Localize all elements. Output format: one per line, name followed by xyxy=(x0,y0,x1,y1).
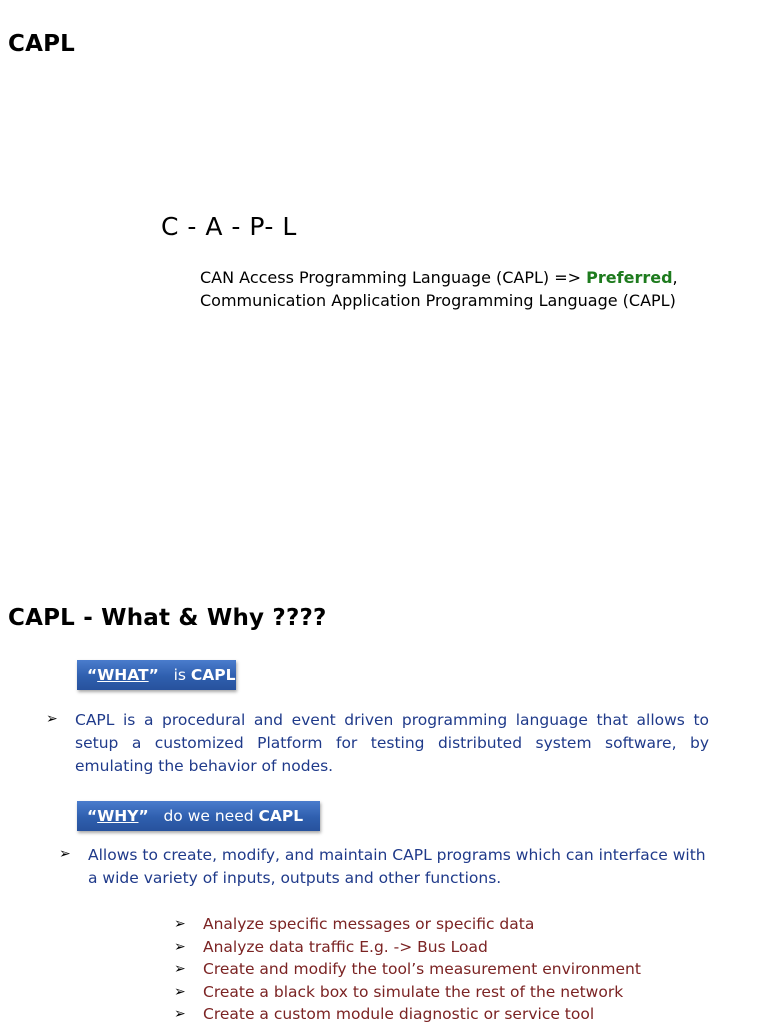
slide-title-what-why: CAPL - What & Why ???? xyxy=(8,605,327,631)
expansion-line-1 xyxy=(200,266,678,289)
acronym-heading: C - A - P- L xyxy=(161,212,297,241)
expansion-line-1-prefix: CAN Access Programming Language (CAPL) => xyxy=(200,268,582,287)
preferred-label: Preferred xyxy=(586,268,673,287)
what-paragraph: CAPL is a procedural and event driven programming language that allows to setup a customized Platform for testing distributed system software, by emulating the behavior of nodes. xyxy=(75,711,709,775)
what-box-label xyxy=(77,660,236,690)
why-middle-text: do we need xyxy=(163,807,254,825)
why-box-label xyxy=(77,801,320,831)
list-item: ➢ Create a black box to simulate the rest of the network xyxy=(174,981,641,1004)
what-middle-text: is xyxy=(173,666,186,684)
list-item: ➢ Create and modify the tool’s measurement environment xyxy=(174,958,641,981)
what-keyword: “WHAT” xyxy=(87,666,159,684)
slide-title-capl: CAPL xyxy=(8,31,75,57)
list-item: ➢ Analyze specific messages or specific data xyxy=(174,913,641,936)
why-subject: CAPL xyxy=(258,807,304,825)
capability-list xyxy=(174,913,641,1026)
bullet-arrow-icon: ➢ xyxy=(174,983,186,1000)
bullet-arrow-icon: ➢ xyxy=(46,711,58,727)
why-paragraph: Allows to create, modify, and maintain CAPL programs which can interface with a wide variety of inputs, outputs and other functions. xyxy=(88,846,706,887)
why-keyword: “WHY” xyxy=(87,807,149,825)
what-subject: CAPL xyxy=(190,666,236,684)
list-item: ➢ Analyze data traffic E.g. -> Bus Load xyxy=(174,936,641,959)
bullet-arrow-icon: ➢ xyxy=(59,846,71,862)
acronym-expansion xyxy=(200,266,678,312)
expansion-line-2: Communication Application Programming Language (CAPL) xyxy=(200,291,676,310)
bullet-arrow-icon: ➢ xyxy=(174,938,186,955)
bullet-arrow-icon: ➢ xyxy=(174,916,186,932)
expansion-line-1-suffix: , xyxy=(672,268,678,287)
bullet-arrow-icon: ➢ xyxy=(174,1006,186,1023)
list-item: ➢ Create a custom module diagnostic or service tool xyxy=(174,1003,641,1026)
bullet-arrow-icon: ➢ xyxy=(174,961,186,978)
